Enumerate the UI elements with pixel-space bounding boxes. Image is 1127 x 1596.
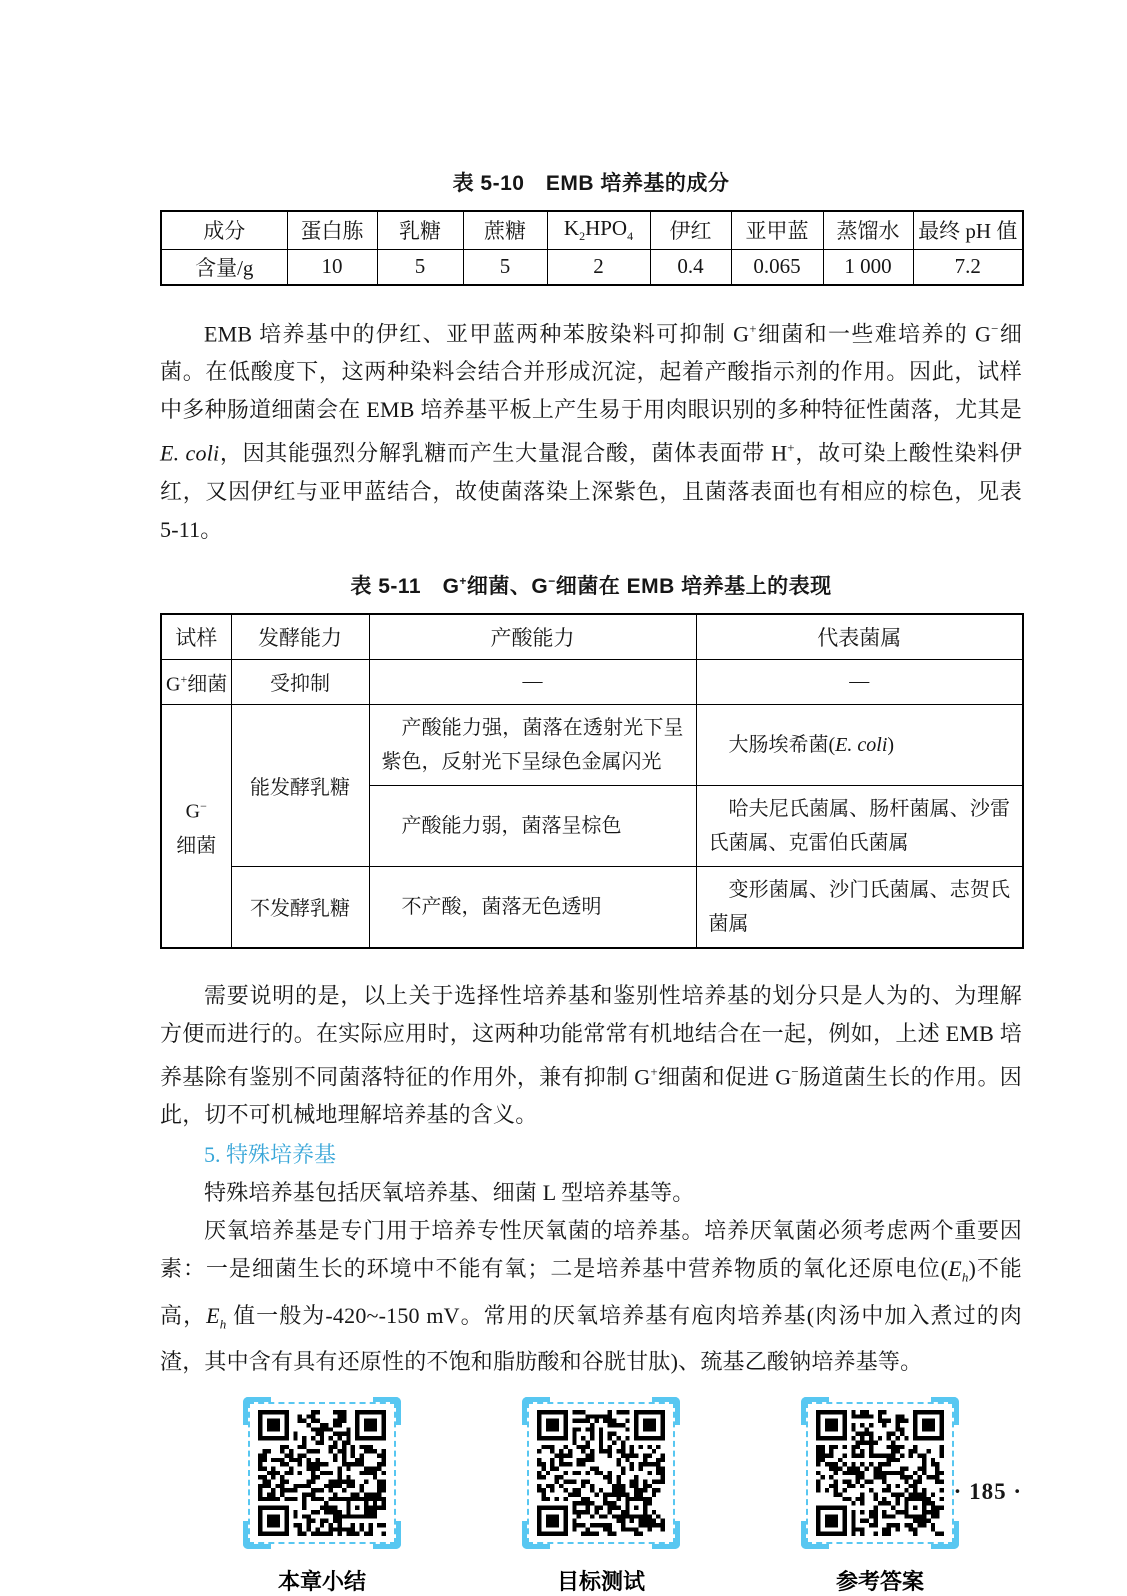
cell-no-acid-genera: 变形菌属、沙门氏菌属、志贺氏菌属: [696, 866, 1023, 948]
column-header-representative-genera: 代表菌属: [696, 614, 1023, 660]
qr-code-image: [537, 1410, 665, 1536]
cell-weak-genera: 哈夫尼氏菌属、肠杆菌属、沙雷氏菌属、克雷伯氏菌属: [696, 785, 1023, 866]
cell-value: 0.065: [731, 249, 823, 285]
table-5-10-header-row: [161, 211, 1023, 249]
cell-gpos-genera: —: [696, 660, 1023, 705]
cell-gpos-acid: —: [369, 660, 696, 705]
paragraph-special-media-intro: 特殊培养基包括厌氧培养基、细菌 L 型培养基等。: [204, 1180, 695, 1206]
cell-value: 2: [547, 249, 650, 285]
page-number: · 185 ·: [953, 1479, 1022, 1504]
cell-amount-label: 含量/g: [161, 249, 287, 285]
column-header-sample: 试样: [161, 614, 231, 660]
column-header-component: 成分: [161, 211, 287, 249]
qr-code-image: [816, 1410, 944, 1536]
qr-code-image: [258, 1410, 386, 1536]
table-row-gram-positive: [161, 660, 1023, 705]
qr-item-chapter-summary: [243, 1397, 401, 1596]
cell-ferments-lactose: 能发酵乳糖: [231, 704, 369, 866]
cell-gpos-sample: G+细菌: [161, 660, 231, 705]
column-header-sucrose: 蔗糖: [463, 211, 547, 249]
qr-scan-frame: [522, 1397, 680, 1549]
qr-label-reference-answers: 参考答案: [835, 1568, 924, 1594]
cell-value: 7.2: [913, 249, 1023, 285]
cell-no-acid: 不产酸，菌落无色透明: [369, 866, 696, 948]
cell-value: 5: [377, 249, 463, 285]
cell-value: 10: [287, 249, 377, 285]
qr-code-row: [160, 1397, 1022, 1596]
cell-value: 1 000: [823, 249, 913, 285]
table-row-gneg-no-acid: [161, 866, 1023, 948]
column-header-acid-production: 产酸能力: [369, 614, 696, 660]
column-header-fermentation: 发酵能力: [231, 614, 369, 660]
qr-label-chapter-summary: 本章小结: [277, 1568, 366, 1594]
cell-strong-acid: 产酸能力强，菌落在透射光下呈紫色，反射光下呈绿色金属闪光: [369, 704, 696, 785]
column-header-methylene-blue: 亚甲蓝: [731, 211, 823, 249]
qr-item-reference-answers: [801, 1397, 959, 1596]
qr-scan-frame: [243, 1397, 401, 1549]
cell-gneg-sample: G− 细菌: [161, 704, 231, 948]
paragraph-anaerobic-media: 厌氧培养基是专门用于培养专性厌氧菌的培养基。培养厌氧菌必须考虑两个重要因素：一是细菌生长的环境中不能有氧；二是培养基中营养物质的氧化还原电位$(E_h)$不能高，$E_h$ 值一般为-420~-150 mV。常用的厌氧培养基有庖肉培养基(肉汤中加入煮过的肉渣，其中含有具有还原性的不饱和脂肪酸和谷胱甘肽)、巯基乙酸钠培养基等。: [160, 1218, 1022, 1374]
column-header-final-ph: 最终 pH 值: [913, 211, 1023, 249]
qr-scan-frame: [801, 1397, 959, 1549]
table-5-10-value-row: [161, 249, 1023, 285]
cell-value: 0.4: [650, 249, 731, 285]
qr-label-goal-test: 目标测试: [556, 1568, 645, 1594]
page-content: [160, 170, 1022, 1596]
table-5-11: [160, 613, 1024, 949]
qr-item-goal-test: [522, 1397, 680, 1596]
column-header-distilled-water: 蒸馏水: [823, 211, 913, 249]
table-5-10: [160, 210, 1024, 286]
table-5-11-header-row: [161, 614, 1023, 660]
cell-weak-acid: 产酸能力弱，菌落呈棕色: [369, 785, 696, 866]
cell-value: 5: [463, 249, 547, 285]
column-header-lactose: 乳糖: [377, 211, 463, 249]
column-header-eosin: 伊红: [650, 211, 731, 249]
table-row-gneg-strong-acid: [161, 704, 1023, 785]
table-5-10-caption: 表 5-10 EMB 培养基的成分: [452, 172, 730, 195]
paragraph-media-classification-note: 需要说明的是，以上关于选择性培养基和鉴别性培养基的划分只是人为的、为理解方便而进行的。在实际应用时，这两种功能常常有机地结合在一起，例如，上述 EMB 培养基除有鉴别不同菌落特征的作用外，兼有抑制 G+细菌和促进 G−肠道菌生长的作用。因此，切不可机械地理解培养基的含义。: [160, 982, 1022, 1128]
cell-gpos-fermentation: 受抑制: [231, 660, 369, 705]
paragraph-emb-dyes: EMB 培养基中的伊红、亚甲蓝两种苯胺染料可抑制 G+细菌和一些难培养的 G−细菌。在低酸度下，这两种染料会结合并形成沉淀，起着产酸指示剂的作用。因此，试样中多种肠道细菌会在 EMB 培养基平板上产生易于用肉眼识别的多种特征性菌落，尤其是 E. coli，因其能强烈分解乳糖而产生大量混合酸，菌体表面带 H+，故可染上酸性染料伊红，又因伊红与亚甲蓝结合，故使菌落染上深紫色，且菌落表面也有相应的棕色，见表 5-11。: [160, 321, 1023, 542]
column-header-peptone: 蛋白胨: [287, 211, 377, 249]
column-header-k2hpo4: $K_2HPO_4$: [547, 211, 650, 249]
cell-no-ferment-lactose: 不发酵乳糖: [231, 866, 369, 948]
table-5-11-caption: 表 5-11 G+细菌、G−细菌在 EMB 培养基上的表现: [350, 573, 832, 598]
section-heading-special-media: 5. 特殊培养基: [204, 1142, 337, 1168]
cell-strong-genera: 大肠埃希菌(E. coli): [696, 704, 1023, 785]
